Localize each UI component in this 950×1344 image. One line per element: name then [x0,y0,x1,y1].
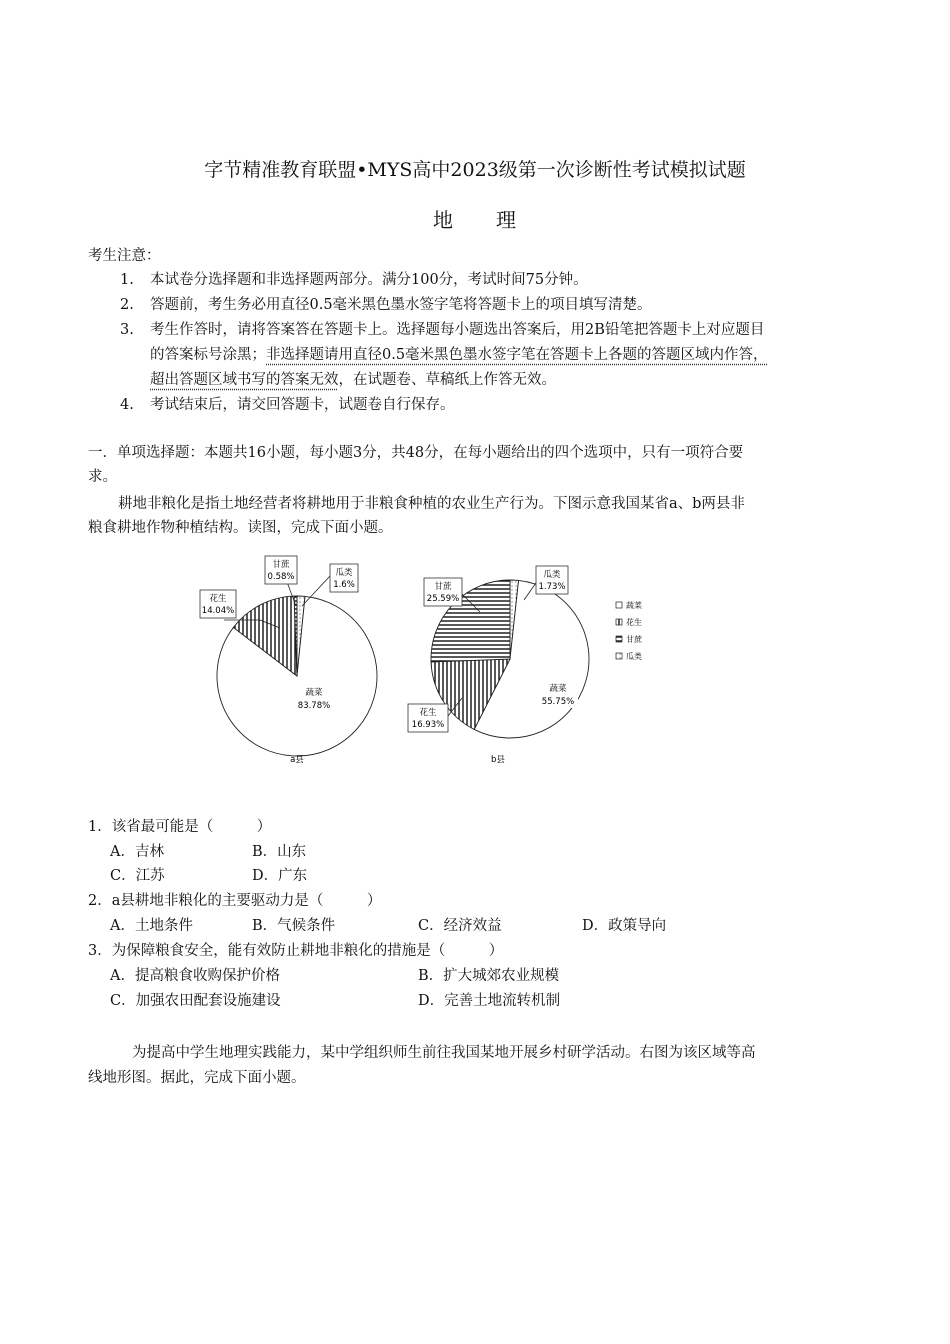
q3-option-c[interactable]: C．加强农田配套设施建设 [110,993,281,1009]
q3-option-b[interactable]: B．扩大城郊农业规模 [418,968,560,984]
pie-a-label-melon [330,564,358,592]
notice-item-num: 2. [120,297,134,313]
material-paragraph-2-cont: 线地形图。据此，完成下面小题。 [88,1070,306,1086]
slice-label: 蔬菜 [549,684,567,694]
legend-item-vegetable [616,600,642,610]
q1-option-c[interactable]: C．江苏 [110,868,165,884]
question-2-stem: 2．a县耕地非粮化的主要驱动力是（ ） [88,893,382,909]
legend-item-peanut [616,617,642,627]
q2-option-c[interactable]: C．经济效益 [418,918,502,934]
legend-label: 甘蔗 [626,635,642,644]
pie-a-title: a县 [290,755,304,765]
material-paragraph-cont: 粮食耕地作物种植结构。读图，完成下面小题。 [88,520,393,536]
slice-label: 甘蔗 [434,582,452,592]
pie-b-title: b县 [491,755,505,765]
question-1-stem: 1．该省最可能是（ ） [88,819,272,835]
legend-label: 蔬菜 [626,601,642,610]
material-paragraph-2: 为提高中学生地理实践能力，某中学组织师生前往我国某地开展乡村研学活动。右图为该区域等高 [132,1045,756,1061]
notice-text-emphasis: 非选择题请用直径0.5毫米黑色墨水签字笔在答题卡上各题的答题区域内作答， [266,347,768,363]
slice-label: 瓜类 [543,570,561,580]
notice-item-num: 4. [120,397,134,413]
slice-value: 1.73% [538,582,566,592]
pie-a-label-peanut [200,590,236,618]
notice-text-emphasis: 超出答题区域书写的答案无效 [150,372,339,388]
slice-value: 16.93% [411,720,445,730]
notice-item-num: 1. [120,272,134,288]
q1-option-b[interactable]: B．山东 [252,844,307,860]
notice-text-plain: ，在试题卷、草稿纸上作答无效。 [338,372,556,388]
pie-a-label-sugarcane [265,556,297,584]
question-3-stem: 3．为保障粮食安全，能有效防止耕地非粮化的措施是（ ） [88,943,504,959]
legend-label: 瓜类 [626,652,642,661]
section-heading: 一．单项选择题：本题共16小题，每小题3分，共48分，在每小题给出的四个选项中，只有一项符合要 [88,445,744,461]
slice-label: 瓜类 [335,568,353,578]
pie-b-label-peanut [408,704,448,732]
notice-text-plain: 的答案标号涂黑； [150,347,266,363]
slice-value: 55.75% [541,697,575,707]
notice-item-text-line2 [150,345,768,365]
slice-value: 14.04% [201,606,235,616]
slice-label: 蔬菜 [305,688,323,698]
q1-option-a[interactable]: A．吉林 [110,844,164,860]
subject-title: 地 理 [433,208,517,232]
chart-legend [616,600,643,661]
legend-label: 花生 [626,618,642,627]
legend-item-melon [616,651,642,661]
notice-item-text-line3 [150,370,556,390]
exam-title: 字节精准教育联盟•MYS高中2023级第一次诊断性考试模拟试题 [204,159,746,181]
section-heading-cont: 求。 [88,469,117,485]
slice-value: 0.58% [267,572,295,582]
q1-option-d[interactable]: D．广东 [252,868,308,884]
notice-item-text: 本试卷分选择题和非选择题两部分。满分100分，考试时间75分钟。 [150,272,588,288]
notice-item-text: 答题前，考生务必用直径0.5毫米黑色墨水签字笔将答题卡上的项目填写清楚。 [150,297,652,313]
notice-item-num: 3. [120,322,134,338]
material-paragraph: 耕地非粮化是指土地经营者将耕地用于非粮食种植的农业生产行为。下图示意我国某省a、b两县非 [118,496,745,512]
slice-label: 花生 [209,594,227,604]
slice-value: 83.78% [297,701,331,711]
slice-label: 甘蔗 [272,560,290,570]
legend-item-sugarcane [616,634,643,644]
pie-a-label-vegetable [294,684,334,712]
notice-heading: 考生注意： [88,248,161,264]
pie-b-label-vegetable [538,680,578,708]
slice-value: 1.6% [333,580,355,590]
q3-option-a[interactable]: A．提高粮食收购保护价格 [110,968,280,984]
q2-option-b[interactable]: B．气候条件 [252,918,336,934]
slice-value: 25.59% [426,594,460,604]
q2-option-d[interactable]: D．政策导向 [582,918,667,934]
q2-option-a[interactable]: A．土地条件 [110,918,193,934]
pie-charts-figure [190,548,670,770]
pie-b-label-sugarcane [424,578,462,606]
q3-option-d[interactable]: D．完善土地流转机制 [418,993,561,1009]
notice-item-text: 考生作答时，请将答案答在答题卡上。选择题每小题选出答案后，用2B铅笔把答题卡上对应题目 [150,322,765,338]
pie-b-label-melon [536,566,568,594]
slice-label: 花生 [419,708,437,718]
notice-item-text: 考试结束后，请交回答题卡，试题卷自行保存。 [150,397,455,413]
